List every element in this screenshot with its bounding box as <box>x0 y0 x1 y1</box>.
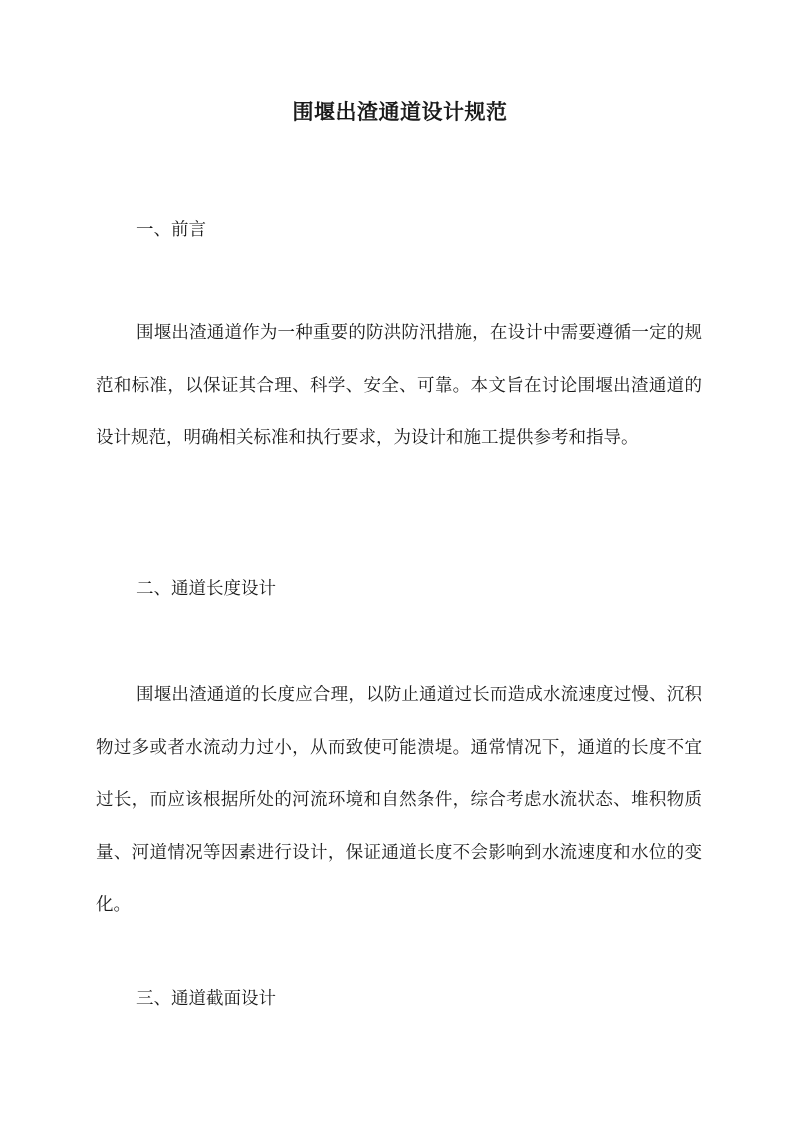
section-paragraph-preface: 围堰出渣通道作为一种重要的防洪防汛措施，在设计中需要遵循一定的规范和标准，以保证其合理、科学、安全、可靠。本文旨在讨论围堰出渣通道的设计规范，明确相关标准和执行要求，为设计和施工提供参考和指导。 <box>96 323 702 448</box>
section-heading-channel-section: 三、通道截面设计 <box>136 989 276 1009</box>
document-title: 围堰出渣通道设计规范 <box>292 99 508 124</box>
section-paragraph-channel-length: 围堰出渣通道的长度应合理，以防止通道过长而造成水流速度过慢、沉积物过多或者水流动力过小，从而致使可能溃堤。通常情况下，通道的长度不宜过长，而应该根据所处的河流环境和自然条件，综合考虑水流状态、堆积物质量、河道情况等因素进行设计，保证通道长度不会影响到水流速度和水位的变化。 <box>96 685 702 915</box>
section-heading-preface: 一、前言 <box>136 220 206 240</box>
section-heading-channel-length: 二、通道长度设计 <box>136 579 276 599</box>
